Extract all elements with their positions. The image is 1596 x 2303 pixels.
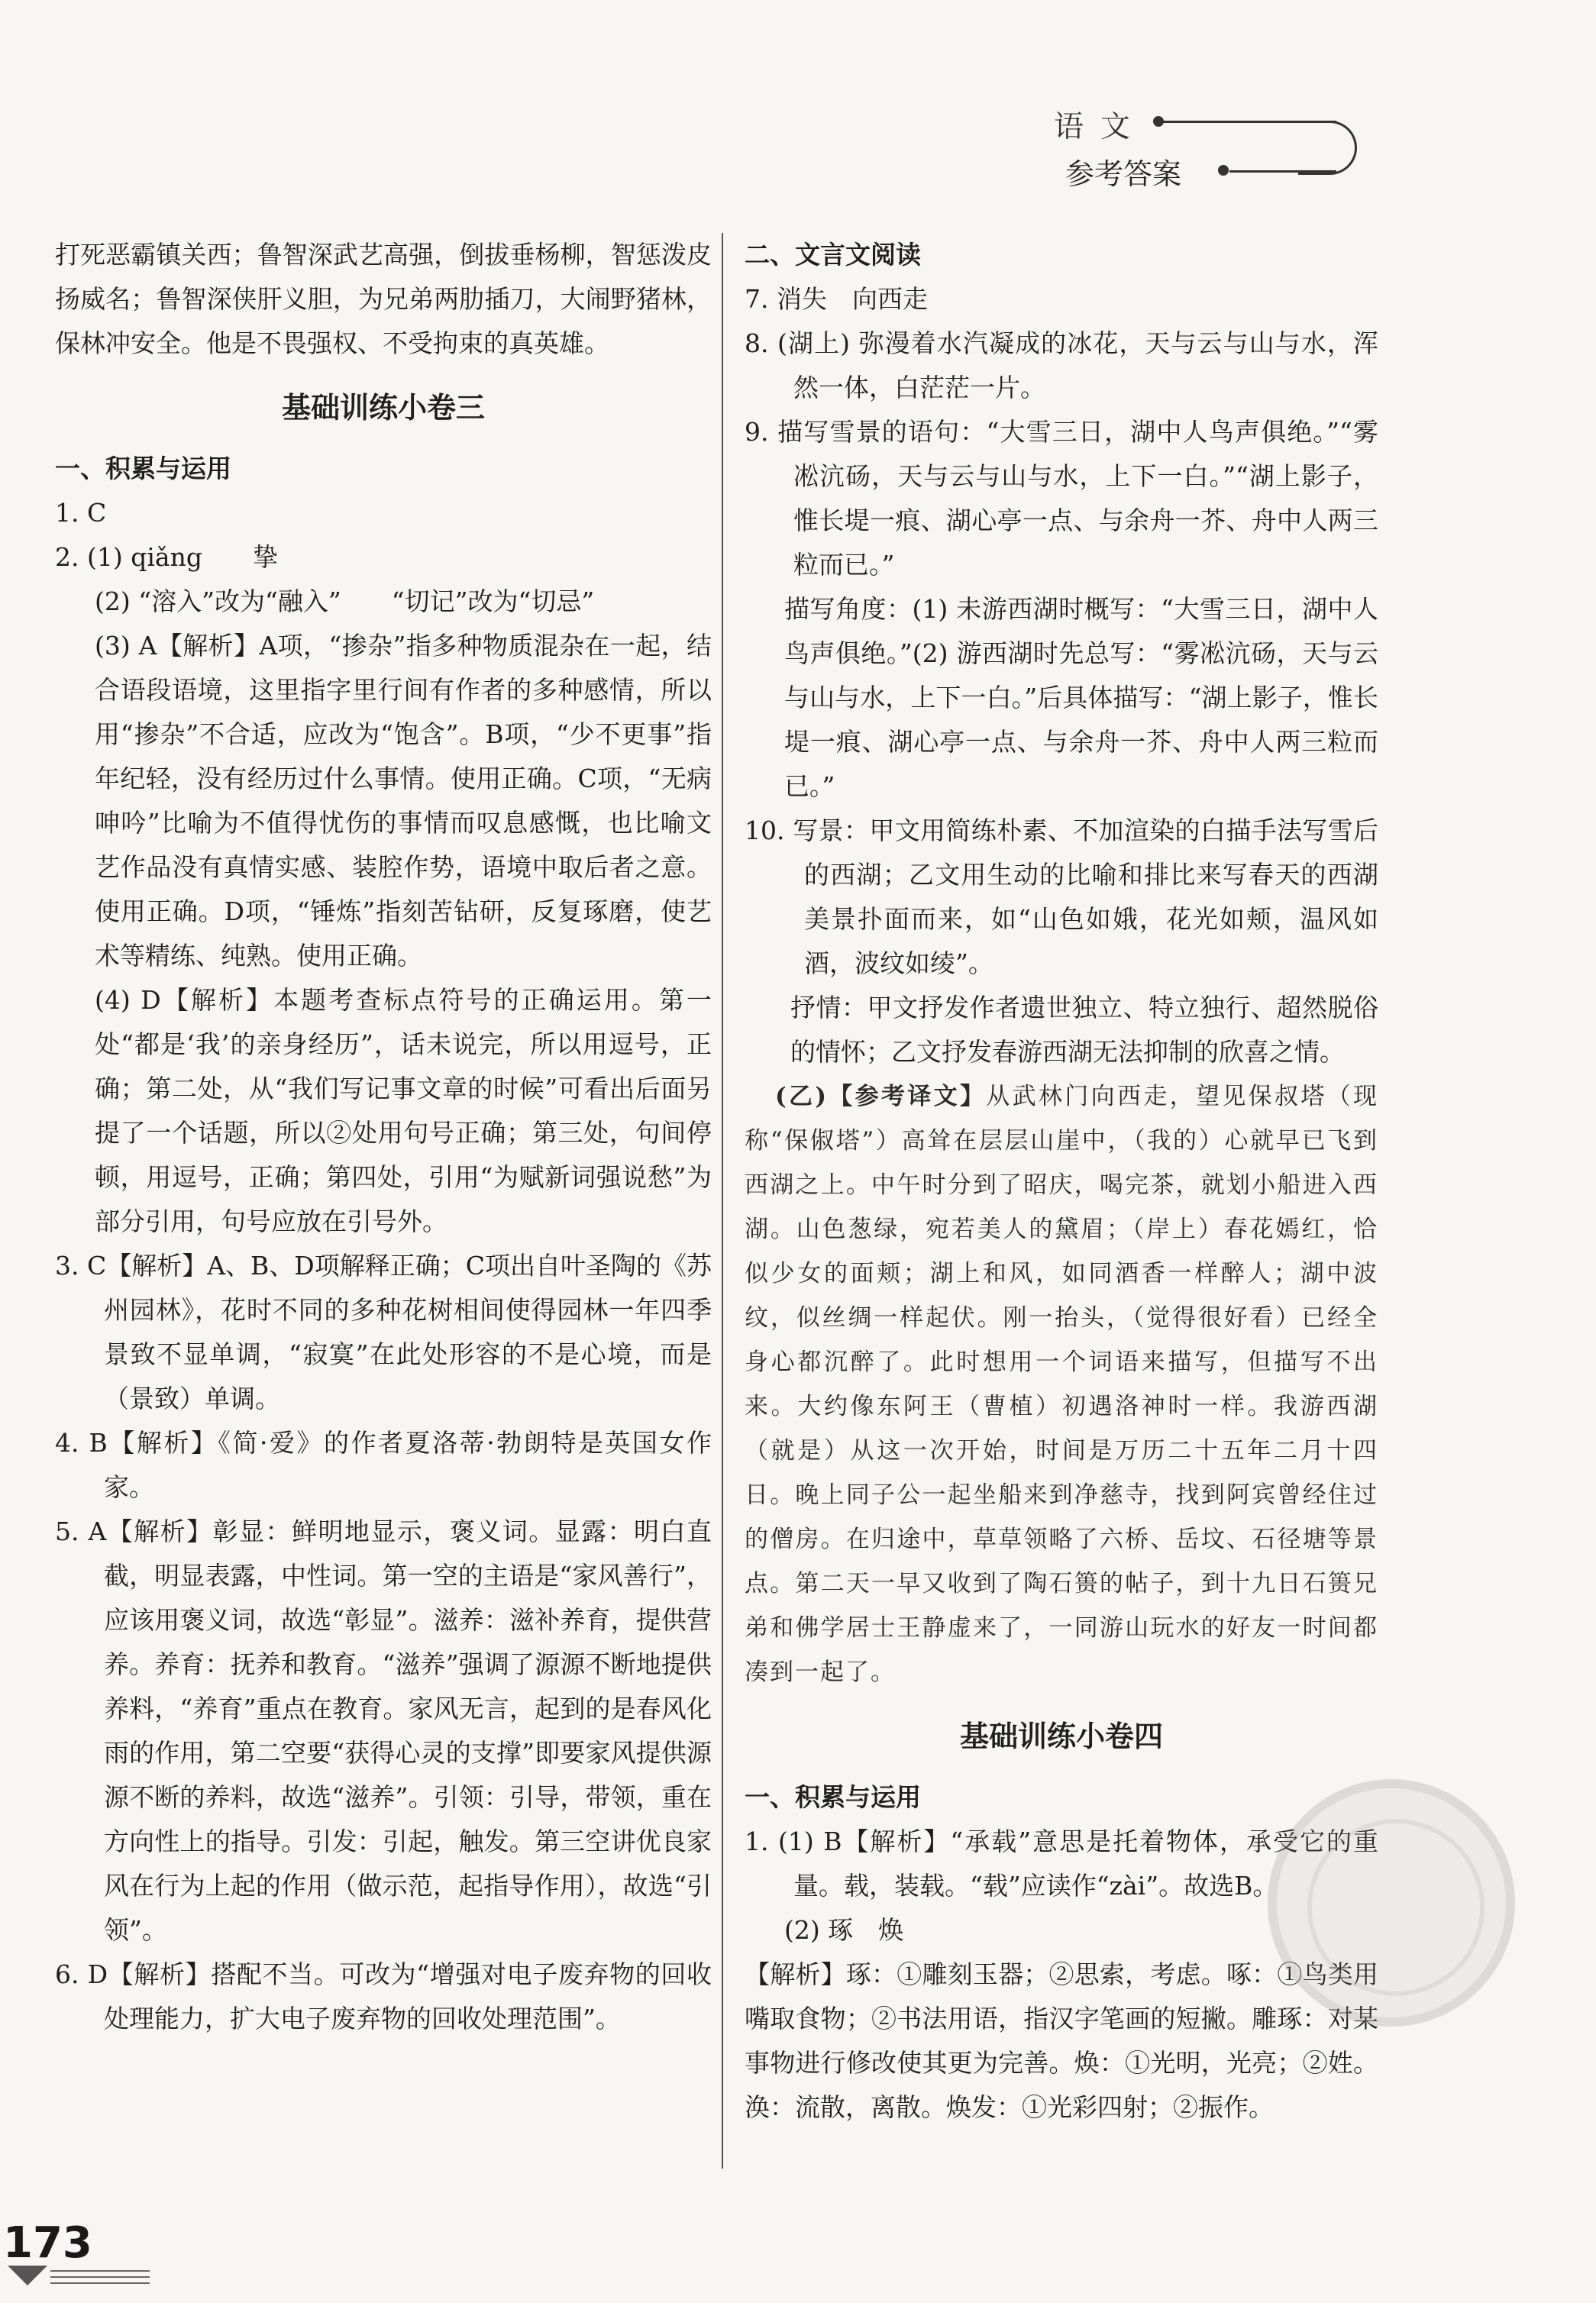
watermark-ring (1307, 1819, 1485, 1996)
translation-label: (乙)【参考译文】 (775, 1083, 987, 1110)
answer-item: 8. (湖上) 弥漫着水汽凝成的冰花，天与云与山与水，浑然一体，白茫茫一片。 (745, 328, 1378, 402)
answer-subitem: 【解析】琢：①雕刻玉器；②思索，考虑。啄：①鸟类用嘴取食物；②书法用语，指汉字笔画的短撇。雕琢：对某事物进行修改使其更为完善。焕：①光明，光亮；②姓。涣：流散，离散。焕发：①光彩四射；②振作。 (745, 1959, 1378, 2122)
answer-item: 1. (1) B【解析】“承载”意思是托着物体，承受它的重量。载，装载。“载”应读作“zài”。故选B。 (745, 1827, 1378, 1901)
answer-subitem: (2) “溶入”改为“融入” “切记”改为“切忌” (95, 586, 595, 616)
answer-subitem: 描写角度：(1) 未游西湖时概写：“大雪三日，湖中人鸟声俱绝。”(2) 游西湖时先总写：“雾凇沆砀，天与云与山与水，上下一白。”后具体描写：“湖上影子，惟长堤一痕、湖心亭一点、与余舟一芥、舟中人两三粒而已。” (784, 594, 1378, 801)
answer-item: 7. 消失 向西走 (745, 284, 928, 314)
answer-item: 10. 写景：甲文用简练朴素、不加渲染的白描手法写雪后的西湖；乙文用生动的比喻和排比来写春天的西湖美景扑面而来，如“山色如娥，花光如颊，温风如酒，波纹如绫”。 (745, 816, 1378, 978)
answer-item: 6. D【解析】搭配不当。可改为“增强对电子废弃物的回收处理能力，扩大电子废弃物的回收处理范围”。 (55, 1959, 712, 2033)
left-column (55, 233, 712, 2041)
section-heading: 二、文言文阅读 (745, 240, 921, 270)
watermark-stamp-icon (1268, 1779, 1515, 2027)
footer-rule (50, 2270, 150, 2272)
subject-label: 语文 (1054, 110, 1148, 144)
answer-item: 3. C【解析】A、B、D项解释正确；C项出自叶圣陶的《苏州园林》，花时不同的多种花树相间使得园林一年四季景致不显单调，“寂寞”在此处形容的不是心境，而是（景致）单调。 (55, 1251, 712, 1413)
chevron-down-icon (8, 2266, 47, 2285)
section-heading: 一、积累与运用 (745, 1782, 921, 1812)
header-rule (1229, 170, 1336, 173)
answer-subitem: (4) D【解析】本题考查标点符号的正确运用。第一处“都是‘我’的亲身经历”，话未说完，所以用逗号，正确；第二处，从“我们写记事文章的时候”可看出后面另提了一个话题，所以②处用句号正确；第三处，句间停顿，用逗号，正确；第四处，引用“为赋新词强说愁”为部分引用，句号应放在引号外。 (95, 985, 712, 1236)
column-divider (722, 233, 723, 2169)
answer-item: 5. A【解析】彰显：鲜明地显示，褒义词。显露：明白直截，明显表露，中性词。第一空的主语是“家风善行”，应该用褒义词，故选“彰显”。滋养：滋补养育，提供营养。养育：抚养和教育。“滋养”强调了源源不断地提供养料，“养育”重点在教育。家风无言，起到的是春风化雨的作用，第二空要“获得心灵的支撑”即要家风提供源源不断的养料，故选“滋养”。引领：引导，带领，重在方向性上的指导。引发：引起，触发。第三空讲优良家风在行为上起的作用（做示范，起指导作用），故选“引领”。 (55, 1516, 712, 1945)
translation-paragraph (745, 1074, 1378, 1694)
answer-item: 2. (1) qiǎng 挚 (55, 542, 278, 572)
header-dot-icon (1218, 165, 1229, 176)
intro-paragraph: 打死恶霸镇关西；鲁智深武艺高强，倒拔垂杨柳，智惩泼皮扬威名；鲁智深侠肝义胆，为兄弟两肋插刀，大闹野猪林，保林冲安全。他是不畏强权、不受拘束的真英雄。 (55, 240, 712, 358)
answer-subitem: 抒情：甲文抒发作者遗世独立、特立独行、超然脱俗的情怀；乙文抒发春游西湖无法抑制的欣喜之情。 (790, 993, 1378, 1067)
answer-label: 参考答案 (1065, 157, 1182, 191)
page-footer (0, 2218, 229, 2295)
section-title: 基础训练小卷四 (959, 1719, 1163, 1753)
answer-item: 1. C (55, 498, 107, 528)
translation-text: 从武林门向西走，望见保叔塔（现称“保俶塔”）高耸在层层山崖中，（我的）心就早已飞到西湖之上。中午时分到了昭庆，喝完茶，就划小船进入西湖。山色葱绿，宛若美人的黛眉；（岸上）春花嫣红，恰似少女的面颊；湖上和风，如同酒香一样醉人；湖中波纹，似丝绸一样起伏。刚一抬头，（觉得很好看）已经全身心都沉醉了。此时想用一个词语来描写，但描写不出来。大约像东阿王（曹植）初遇洛神时一样。我游西湖（就是）从这一次开始，时间是万历二十五年二月十四日。晚上同子公一起坐船来到净慈寺，找到阿宾曾经住过的僧房。在归途中，草草领略了六桥、岳坟、石径塘等景点。第二天一早又收到了陶石篑的帖子，到十九日石篑兄弟和佛学居士王静虚来了，一同游山玩水的好友一时间都凑到一起了。 (745, 1083, 1379, 1686)
answer-item: 4. B【解析】《简·爱》的作者夏洛蒂·勃朗特是英国女作家。 (55, 1428, 712, 1502)
answer-subitem: (2) 琢 焕 (784, 1915, 904, 1945)
answer-subitem: (3) A【解析】A项，“掺杂”指多种物质混杂在一起，结合语段语境，这里指字里行间有作者的多种感情，所以用“掺杂”不合适，应改为“饱含”。B项，“少不更事”指年纪轻，没有经历过什么事情。使用正确。C项，“无病呻吟”比喻为不值得忧伤的事情而叹息感慨，也比喻文艺作品没有真情实感、装腔作势，语境中取后者之意。使用正确。D项，“锤炼”指刻苦钻研，反复琢磨，使艺术等精练、纯熟。使用正确。 (95, 631, 712, 971)
footer-rule (50, 2276, 150, 2278)
section-heading: 一、积累与运用 (55, 454, 231, 483)
page-number: 173 (3, 2218, 92, 2268)
header-bracket-icon (1298, 121, 1357, 175)
footer-rule (50, 2282, 150, 2284)
section-title: 基础训练小卷三 (281, 390, 485, 425)
page-header (1023, 95, 1390, 202)
answer-item: 9. 描写雪景的语句：“大雪三日，湖中人鸟声俱绝。”“雾凇沆砀，天与云与山与水，上下一白。”“湖上影子，惟长堤一痕、湖心亭一点、与余舟一芥、舟中人两三粒而已。” (745, 417, 1378, 580)
